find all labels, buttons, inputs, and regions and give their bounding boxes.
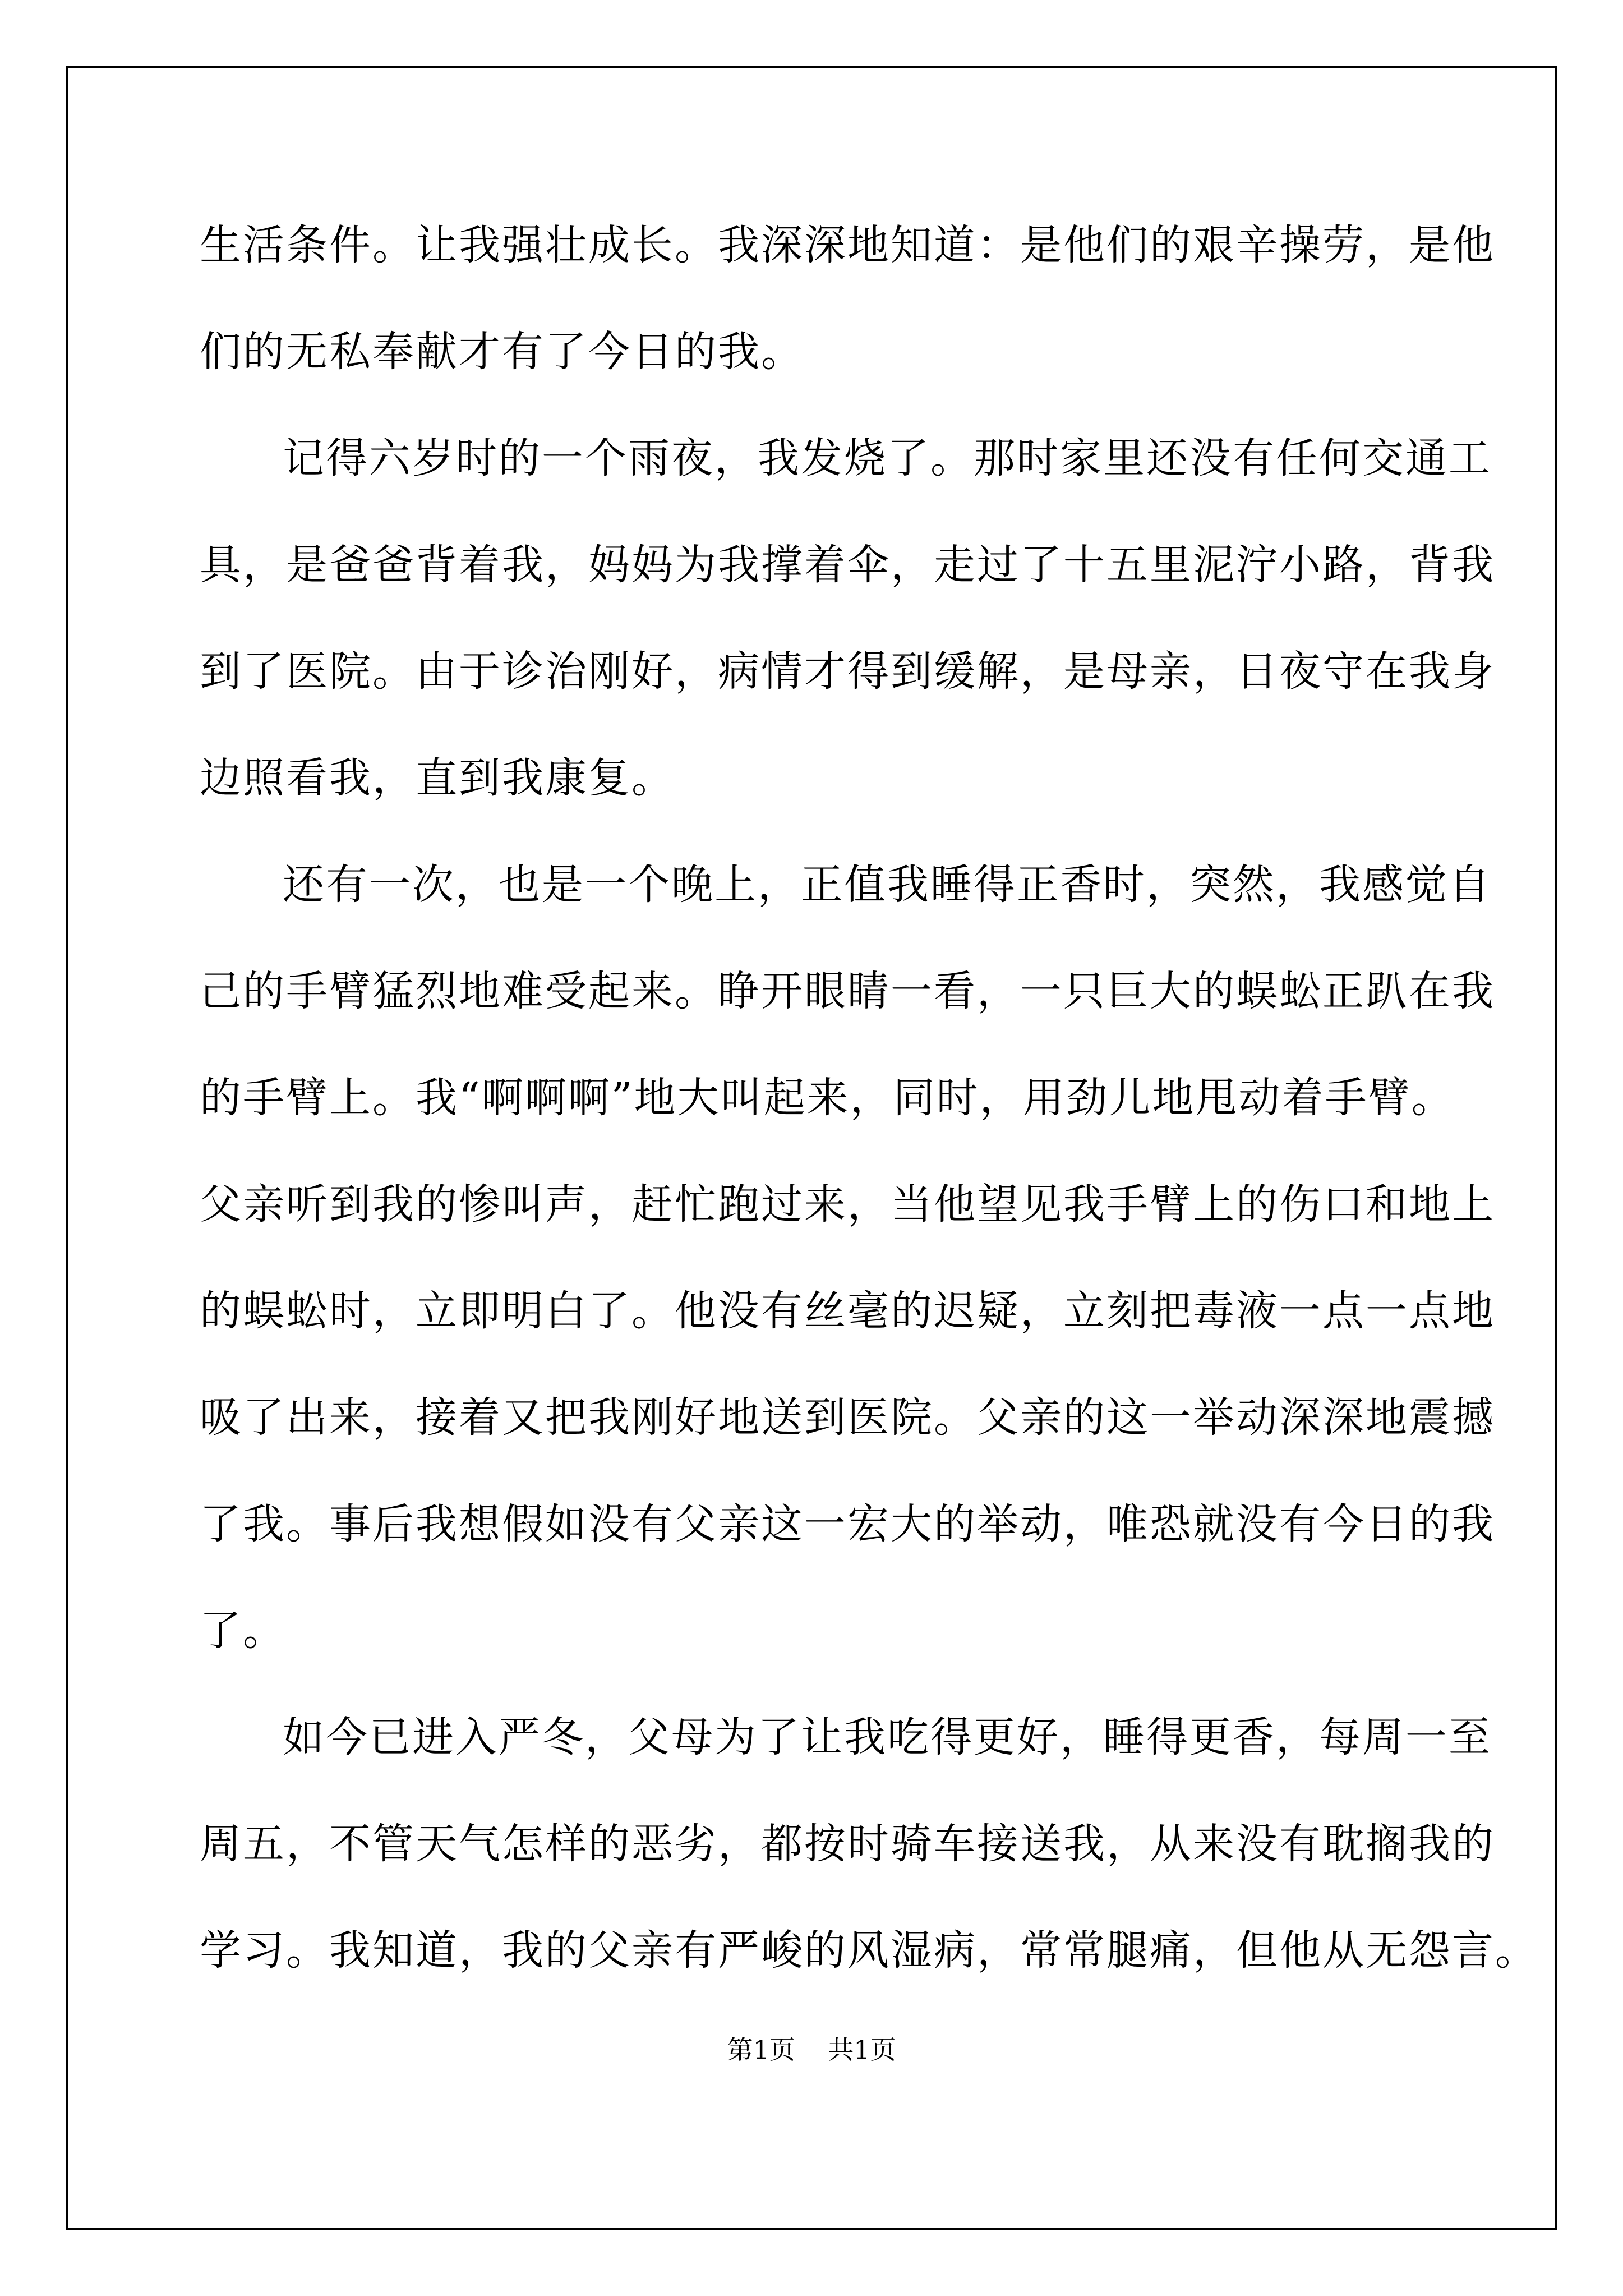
paragraph <box>200 432 1495 804</box>
text-line: 的手臂上。我“啊啊啊”地大叫起来，同时，用劲儿地甩动着手臂。 <box>200 1074 1455 1122</box>
document-body <box>200 219 1538 2031</box>
text-line: 具，是爸爸背着我，妈妈为我撑着伞，走过了十五里泥泞小路，背我 <box>200 541 1495 589</box>
text-line: 周五，不管天气怎样的恶劣，都按时骑车接送我，从来没有耽搁我的 <box>200 1820 1495 1868</box>
text-line: 还有一次，也是一个晚上，正值我睡得正香时，突然，我感觉自 <box>283 861 1492 909</box>
text-line: 如今已进入严冬，父母为了让我吃得更好，睡得更香，每周一至 <box>283 1713 1492 1761</box>
paragraph <box>200 858 1495 1657</box>
text-line: 了我。事后我想假如没有父亲这一宏大的举动，唯恐就没有今日的我 <box>200 1500 1495 1548</box>
text-line: 了。 <box>200 1607 286 1655</box>
paragraph <box>200 1711 1538 1977</box>
text-line: 到了医院。由于诊治刚好，病情才得到缓解，是母亲，日夜守在我身 <box>200 647 1495 696</box>
text-line: 的蜈蚣时，立即明白了。他没有丝毫的迟疑，立刻把毒液一点一点地 <box>200 1287 1495 1335</box>
text-line: 己的手臂猛烈地难受起来。睁开眼睛一看，一只巨大的蜈蚣正趴在我 <box>200 967 1495 1015</box>
text-line: 父亲听到我的惨叫声，赶忙跑过来，当他望见我手臂上的伤口和地上 <box>200 1180 1495 1228</box>
text-line: 边照看我，直到我康复。 <box>200 754 675 802</box>
paragraph <box>200 219 1495 378</box>
text-line: 生活条件。让我强壮成长。我深深地知道：是他们的艰辛操劳，是他 <box>200 221 1495 269</box>
text-line: 学习。我知道，我的父亲有严峻的风湿病，常常腿痛，但他从无怨言。 <box>200 1926 1538 1975</box>
text-line: 吸了出来，接着又把我刚好地送到医院。父亲的这一举动深深地震撼 <box>200 1393 1495 1442</box>
page-footer: 第1页 共1页 <box>727 2035 896 2065</box>
text-line: 们的无私奉献才有了今日的我。 <box>200 328 804 376</box>
text-line: 记得六岁时的一个雨夜，我发烧了。那时家里还没有任何交通工 <box>283 434 1492 482</box>
